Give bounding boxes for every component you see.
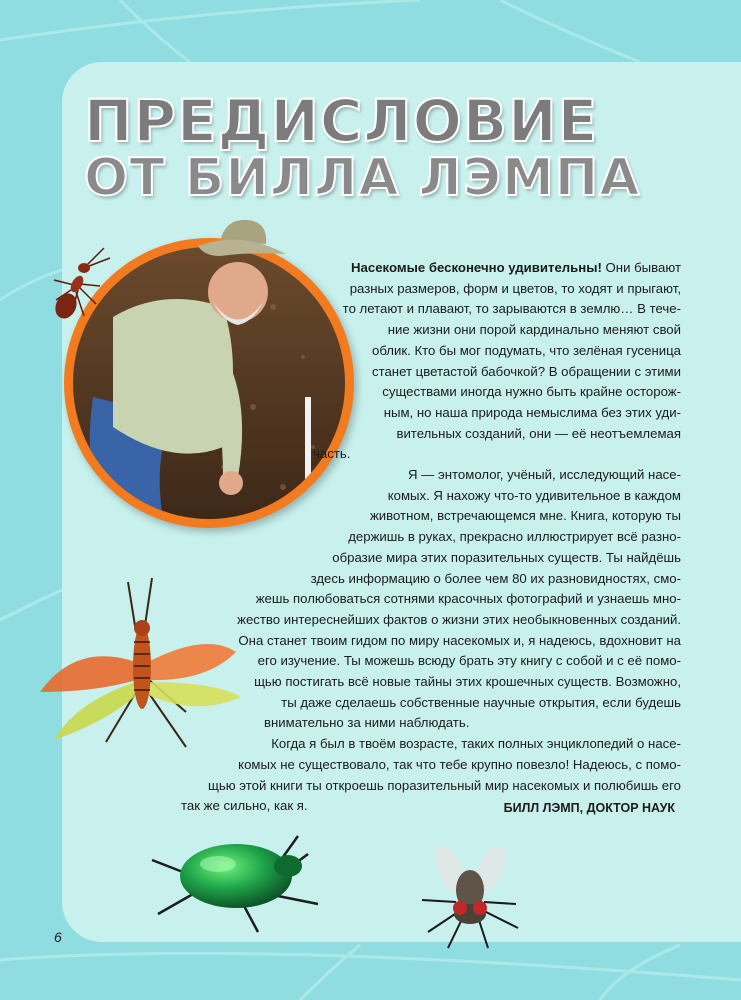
- paragraph-line: щью этой книги ты откроешь поразительный мир насекомых и полюбишь его: [208, 777, 681, 793]
- paragraph-line: разных размеров, форм и цветов, то ходят и прыгают,: [349, 280, 681, 296]
- fly-icon: [408, 842, 528, 952]
- paragraph-line: Она станет твоим гидом по миру насекомых и, я надеюсь, вдохновит на: [238, 632, 681, 648]
- paragraph-line: Насекомые бесконечно удивительны! Они бывают: [351, 260, 681, 275]
- paragraph-line: внимательно за ними наблюдать.: [264, 715, 470, 731]
- paragraph-line: щью постигать всё новые тайны этих крошечных существ. Возможно,: [254, 674, 681, 690]
- page-number: 6: [54, 929, 62, 945]
- paragraph-line: станет цветастой бабочкой? В обращении с этими: [371, 363, 681, 379]
- paragraph-line: жество интереснейших фактов о жизни этих необыкновенных созданий.: [237, 611, 681, 627]
- paragraph-line: вительных созданий, они — её неотъемлемая: [396, 425, 681, 441]
- paragraph-line: комых не существовало, так что тебе крупно повезло! Надеюсь, с помо-: [238, 756, 681, 772]
- paragraph-line: держишь в руках, прекрасно иллюстрирует всё разно-: [348, 529, 681, 545]
- paragraph-line: ты даже сделаешь собственные научные открытия, если будешь: [281, 694, 681, 710]
- paragraph-line: ние жизни они порой кардинально меняют свой: [387, 322, 681, 338]
- paragraph-line: существами иногда нужно быть крайне осторож-: [382, 384, 681, 400]
- foreword-text: [181, 258, 681, 817]
- page-subtitle: ОТ БИЛЛА ЛЭМПА: [84, 148, 641, 208]
- paragraph-line: здесь информацию о более чем 80 их разновидностях, смо-: [310, 570, 681, 586]
- paragraph-line: животном, встречающемся мне. Книга, которую ты: [369, 508, 681, 524]
- ant-icon: [44, 240, 114, 330]
- grasshopper-icon: [36, 572, 246, 772]
- author-signature: БИЛЛ ЛЭМП, ДОКТОР НАУК: [503, 801, 675, 815]
- paragraph-line: так же сильно, как я.: [181, 798, 308, 814]
- paragraph-line: жешь полюбоваться сотнями красочных фотографий и узнаешь мно-: [255, 591, 681, 607]
- paragraph-line: его изучение. Ты можешь всюду брать эту книгу с собой и с её помо-: [257, 653, 681, 669]
- paragraph-line: Когда я был в твоём возрасте, таких полных энциклопедий о насе-: [271, 736, 681, 752]
- paragraph-line: ным, но наша природа немыслима без этих уди-: [383, 404, 681, 420]
- paragraph-line: образие мира этих поразительных существ. Ты найдёшь: [332, 549, 681, 565]
- paragraph-line: Я — энтомолог, учёный, исследующий насе-: [407, 467, 681, 483]
- paragraph-line: облик. Кто бы мог подумать, что зелёная гусеница: [372, 342, 681, 358]
- paragraph-line: то летают и плавают, то зарываются в землю… В тече-: [342, 301, 681, 317]
- page-title: ПРЕДИСЛОВИЕ: [84, 87, 599, 155]
- lead-sentence: Насекомые бесконечно удивительны!: [351, 260, 602, 275]
- beetle-icon: [148, 824, 328, 934]
- paragraph-line: часть.: [313, 446, 351, 462]
- paragraph-line: комых. Я нахожу что-то удивительное в каждом: [387, 487, 681, 503]
